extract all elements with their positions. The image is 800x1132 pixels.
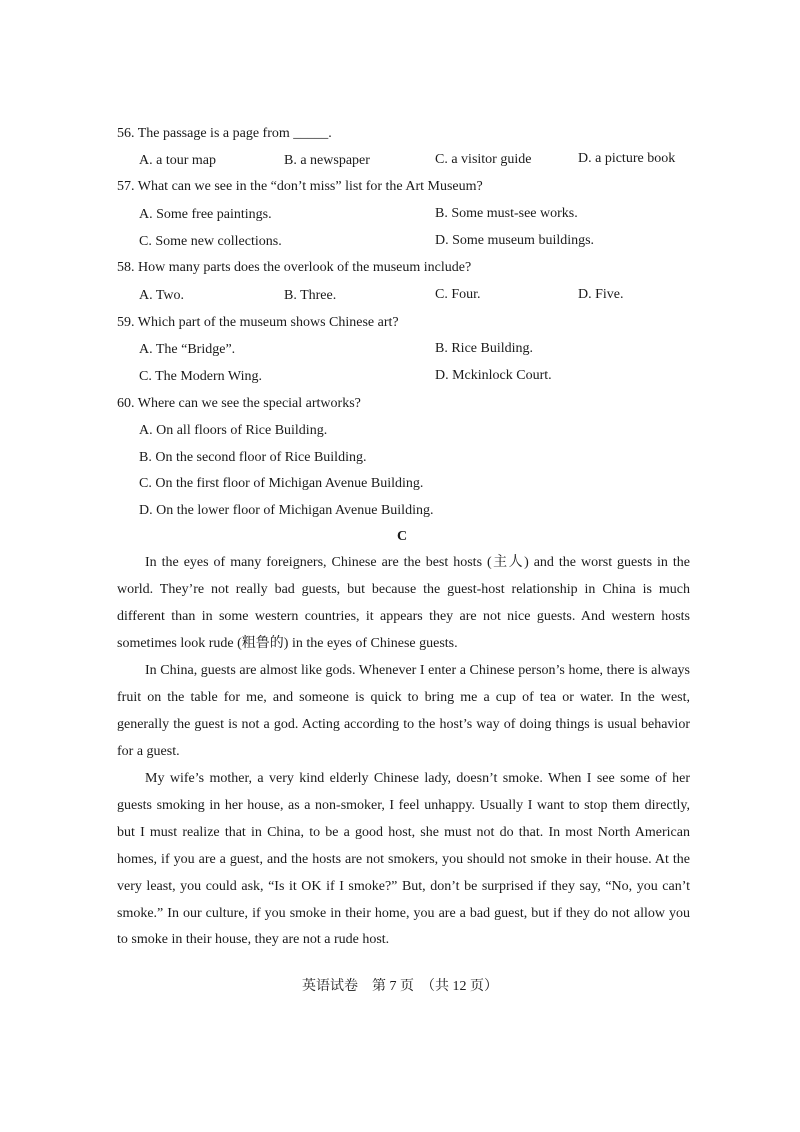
option-59-d: D. Mckinlock Court. bbox=[435, 368, 552, 383]
option-60-a: A. On all floors of Rice Building. bbox=[139, 423, 328, 438]
section-c-paragraph-2 bbox=[117, 658, 690, 766]
option-57-d: D. Some museum buildings. bbox=[435, 233, 595, 248]
option-58-c: C. Four. bbox=[435, 287, 481, 302]
question-58-stem: 58. How many parts does the overlook of the museum include? bbox=[117, 260, 472, 275]
option-57-a: A. Some free paintings. bbox=[139, 207, 272, 222]
option-59-b: B. Rice Building. bbox=[435, 341, 533, 356]
option-58-a: A. Two. bbox=[139, 288, 185, 303]
option-56-c: C. a visitor guide bbox=[435, 152, 532, 167]
option-60-c: C. On the first floor of Michigan Avenue Building. bbox=[139, 476, 424, 491]
option-58-d: D. Five. bbox=[578, 287, 624, 302]
section-c-heading: C bbox=[397, 529, 408, 544]
option-60-b: B. On the second floor of Rice Building. bbox=[139, 450, 367, 465]
option-59-c: C. The Modern Wing. bbox=[139, 369, 262, 384]
option-57-b: B. Some must-see works. bbox=[435, 206, 578, 221]
section-c-paragraph-1 bbox=[117, 550, 690, 658]
option-60-d: D. On the lower floor of Michigan Avenue Building. bbox=[139, 503, 434, 518]
question-59-stem: 59. Which part of the museum shows Chinese art? bbox=[117, 315, 399, 330]
option-57-c: C. Some new collections. bbox=[139, 234, 282, 249]
question-56-stem: 56. The passage is a page from _____. bbox=[117, 126, 332, 141]
paragraph-1-text: In the eyes of many foreigners, Chinese are the best hosts (主人) and the worst guests in the world. They’re not really bad guests, but because the guest-host relationship in China is much different than in some western countries, it appears they are not nice guests. And western hosts sometimes look rude (粗鲁的) in the eyes of Chinese guests. bbox=[117, 555, 690, 651]
option-59-a: A. The “Bridge”. bbox=[139, 342, 236, 357]
paragraph-2-text: In China, guests are almost like gods. Whenever I enter a Chinese person’s home, there is always fruit on the table for me, and someone is quick to bring me a cup of tea or water. In the west, generally the guest is not a god. Acting according to the host’s way of doing things is usual behavior for a guest. bbox=[117, 663, 690, 759]
option-56-d: D. a picture book bbox=[578, 151, 676, 166]
paragraph-3-text: My wife’s mother, a very kind elderly Chinese lady, doesn’t smoke. When I see some of her guests smoking in her house, as a non-smoker, I feel unhappy. Usually I want to stop them directly, but I must realize that in China, to be a good host, she must not do that. In most North American homes, if you are a guest, and the hosts are not smokers, you should not smoke in their house. At the very least, you could ask, “Is it OK if I smoke?” But, don’t be surprised if they say, “No, you can’t smoke.” In our culture, if you smoke in their home, you are a bad guest, but if they do not allow you to smoke in their house, they are not a rude host. bbox=[117, 771, 690, 948]
option-58-b: B. Three. bbox=[284, 288, 337, 303]
option-56-b: B. a newspaper bbox=[284, 153, 370, 168]
section-c-paragraph-3 bbox=[117, 766, 690, 954]
option-56-a: A. a tour map bbox=[139, 153, 216, 168]
page-footer: 英语试卷 第 7 页 （共 12 页） bbox=[302, 979, 498, 994]
question-57-stem: 57. What can we see in the “don’t miss” list for the Art Museum? bbox=[117, 179, 483, 194]
question-60-stem: 60. Where can we see the special artworks? bbox=[117, 396, 361, 411]
